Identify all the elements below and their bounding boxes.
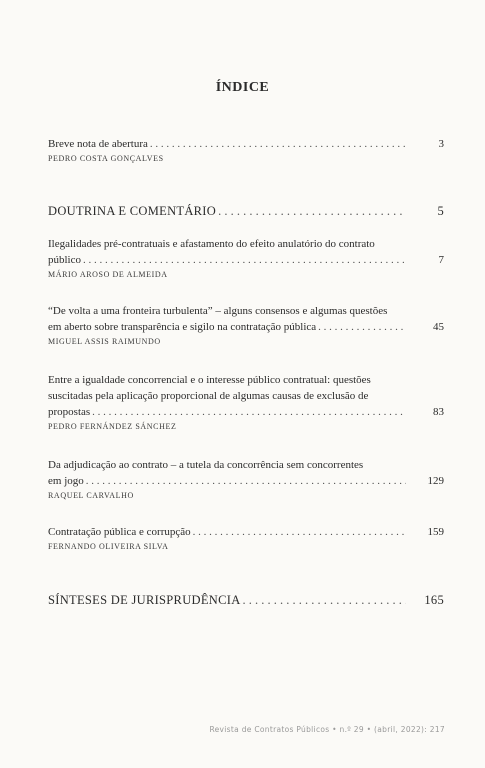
toc-entry-competitive-equality[interactable] (48, 372, 444, 431)
toc-line (48, 319, 444, 335)
dot-leader (318, 319, 406, 335)
entry-title-line: suscitadas pela aplicação proporcional de algumas causas de exclusão de (48, 390, 369, 402)
toc-line (48, 473, 444, 489)
entry-author: PEDRO COSTA GONÇALVES (48, 154, 164, 163)
toc-entry-turbulent-border[interactable] (48, 303, 444, 346)
entry-author: FERNANDO OLIVEIRA SILVA (48, 542, 169, 551)
section-title: DOUTRINA E COMENTÁRIO (48, 204, 217, 218)
entry-title-line: propostas (48, 406, 91, 418)
dot-leader (86, 473, 406, 489)
toc-line (48, 524, 444, 540)
entry-title-line: em jogo (48, 475, 84, 487)
page-number: 45 (433, 321, 444, 333)
toc-entry-illegalities[interactable] (48, 236, 444, 279)
entry-author: PEDRO FERNÁNDEZ SÁNCHEZ (48, 422, 177, 431)
entry-title-line: em aberto sobre transparência e sigilo na contratação pública (48, 321, 317, 333)
dot-leader (150, 136, 406, 152)
page-number: 159 (427, 526, 444, 538)
entry-title-line: Da adjudicação ao contrato – a tutela da concorrência sem concorrentes (48, 459, 364, 471)
dot-leader (83, 252, 406, 268)
page-footer: Revista de Contratos Públicos • n.º 29 • (abril, 2022): 217 (209, 725, 445, 734)
entry-title-line: público (48, 254, 81, 266)
page-number: 129 (427, 475, 444, 487)
toc-line (48, 591, 444, 609)
entry-author: MIGUEL ASSIS RAIMUNDO (48, 337, 161, 346)
page-number: 165 (424, 593, 444, 607)
dot-leader (243, 591, 406, 609)
toc-line (48, 252, 444, 268)
entry-author: RAQUEL CARVALHO (48, 491, 134, 500)
toc-entry-adjudication[interactable] (48, 457, 444, 500)
toc-entry-corruption[interactable] (48, 524, 444, 551)
toc-line (48, 404, 444, 420)
toc-entry-opening-note[interactable] (48, 136, 444, 163)
toc-line (48, 202, 444, 220)
entry-title-line: “De volta a uma fronteira turbulenta” – alguns consensos e algumas questões (48, 305, 388, 317)
dot-leader (218, 202, 406, 220)
dot-leader (92, 404, 406, 420)
entry-title: Breve nota de abertura (48, 138, 148, 150)
section-title: SÍNTESES DE JURISPRUDÊNCIA (48, 593, 241, 607)
toc-section-case-law[interactable] (48, 591, 444, 609)
toc-line (48, 136, 444, 152)
entry-author: MÁRIO AROSO DE ALMEIDA (48, 270, 168, 279)
page-number: 7 (438, 254, 444, 266)
entry-title: Contratação pública e corrupção (48, 526, 191, 538)
toc-section-doctrine[interactable] (48, 202, 444, 220)
entry-title-line: Entre a igualdade concorrencial e o interesse público contratual: questões (48, 374, 371, 386)
page-number: 3 (438, 138, 444, 150)
page-number: 83 (433, 406, 444, 418)
page-number: 5 (437, 204, 444, 218)
dot-leader (193, 524, 406, 540)
entry-title-line: Ilegalidades pré-contratuais e afastamento do efeito anulatório do contrato (48, 238, 375, 250)
index-title: ÍNDICE (215, 80, 270, 95)
